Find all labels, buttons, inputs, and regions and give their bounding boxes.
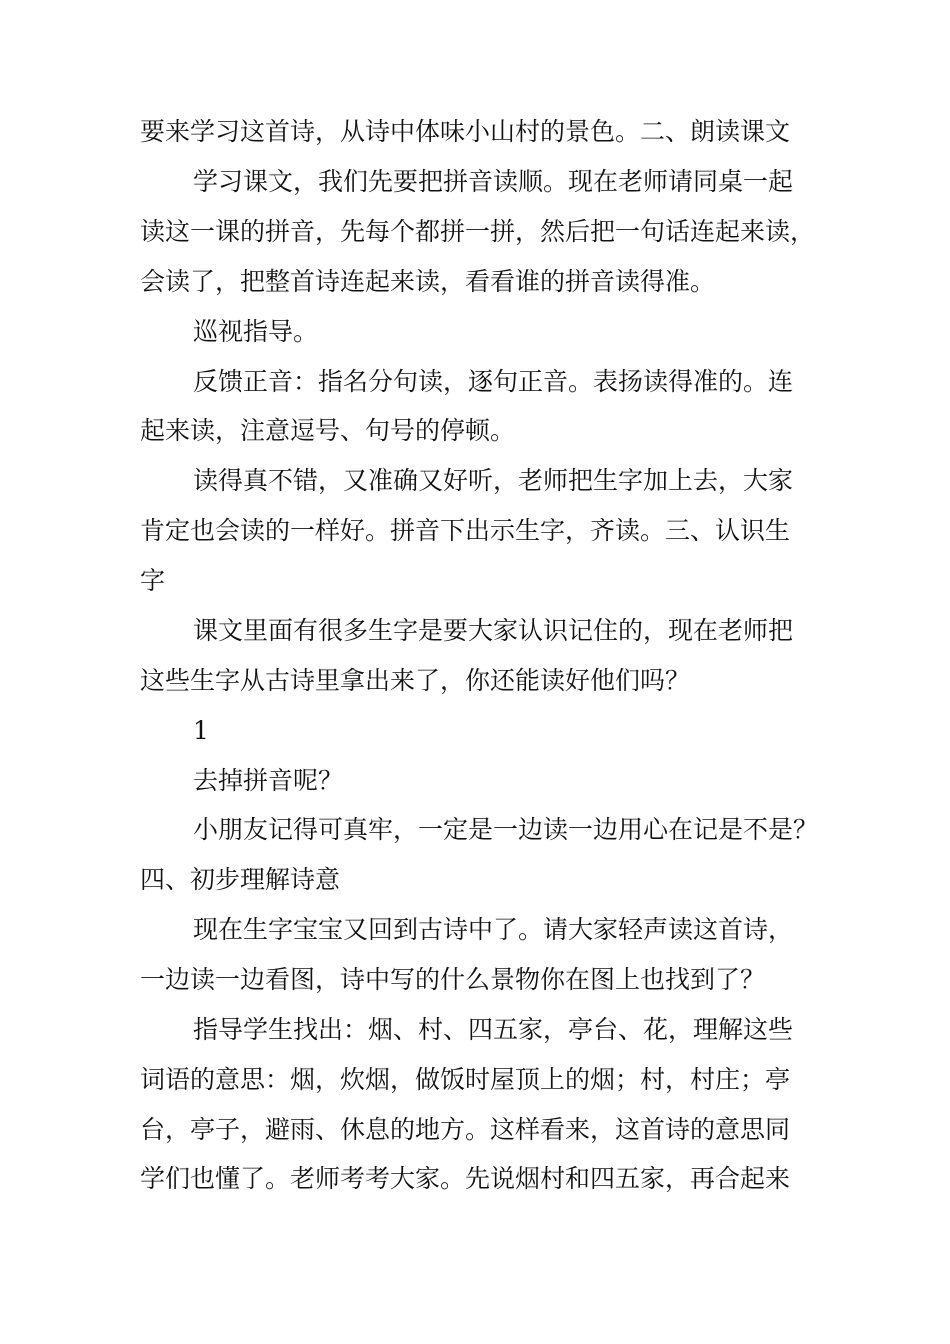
section-heading: 四、初步理解诗意: [140, 865, 341, 894]
text-line: 词语的意思：烟，炊烟，做饭时屋顶上的烟；村，村庄；亭: [140, 1065, 791, 1094]
text-line: 去掉拼音呢？: [193, 766, 344, 795]
text-line: 指导学生找出：烟、村、四五家，亭台、花，理解这些: [193, 1015, 794, 1044]
text-line: 台，亭子，避雨、休息的地方。这样看来，这首诗的意思同: [140, 1115, 791, 1144]
text-line: 现在生字宝宝又回到古诗中了。请大家轻声读这首诗，: [193, 915, 794, 944]
text-line: 字: [140, 566, 166, 595]
text-line: 这些生字从古诗里拿出来了，你还能读好他们吗？: [140, 666, 691, 695]
page-number: 1: [193, 716, 209, 745]
text-line: 要来学习这首诗，从诗中体味小山村的景色。二、朗读课文: [140, 117, 791, 146]
text-line: 学习课文，我们先要把拼音读顺。现在老师请同桌一起: [193, 167, 794, 196]
text-line: 读这一课的拼音，先每个都拼一拼，然后把一句话连起来读，: [140, 217, 816, 246]
text-line: 学们也懂了。老师考考大家。先说烟村和四五家，再合起来: [140, 1164, 791, 1193]
text-line: 会读了，把整首诗连起来读，看看谁的拼音读得准。: [140, 267, 716, 296]
text-line: 起来读，注意逗号、句号的停顿。: [140, 416, 516, 445]
text-line: 一边读一边看图，诗中写的什么景物你在图上也找到了？: [140, 965, 766, 994]
text-line: 读得真不错，又准确又好听，老师把生字加上去，大家: [193, 466, 794, 495]
text-line: 巡视指导。: [193, 317, 319, 346]
text-line: 肯定也会读的一样好。拼音下出示生字，齐读。三、认识生: [140, 516, 791, 545]
text-line: 小朋友记得可真牢，一定是一边读一边用心在记是不是？: [193, 815, 819, 844]
text-line: 反馈正音：指名分句读，逐句正音。表扬读得准的。连: [193, 367, 794, 396]
text-line: 课文里面有很多生字是要大家认识记住的，现在老师把: [193, 616, 794, 645]
